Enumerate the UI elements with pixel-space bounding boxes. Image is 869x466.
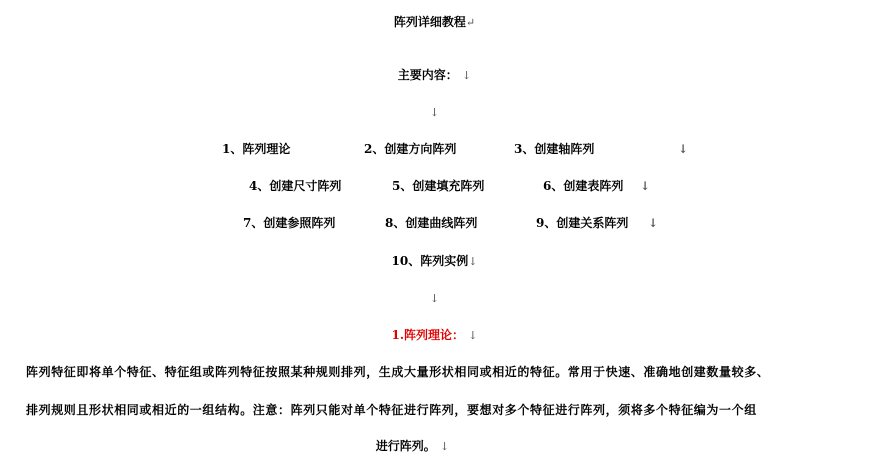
topic-10: 10、阵列实例	[391, 254, 469, 268]
topic-5: 5、创建填充阵列	[392, 179, 485, 193]
paragraph-line-2: 排列规则且形状相同或相近的一组结构。注意：阵列只能对单个特征进行阵列，要想对多个特征进行阵列，须将多个特征编为一个组	[26, 403, 757, 417]
contents-heading: 主要内容：	[397, 68, 458, 82]
down-arrow-mark: ↓	[678, 142, 689, 156]
topic-4: 4、创建尺寸阵列	[249, 179, 342, 193]
down-arrow-mark: ↓	[461, 69, 472, 82]
down-arrow-mark: ↓	[468, 255, 478, 268]
topic-2: 2、创建方向阵列	[364, 142, 457, 156]
section-heading-line	[0, 327, 869, 344]
empty-line	[0, 290, 869, 307]
paragraph-line-1: 阵列特征即将单个特征、特征组或阵列特征按照某种规则排列，生成大量形状相同或相近的特征。常用于快速、准确地创建数量较多、	[26, 365, 770, 379]
down-arrow-mark: ↓	[648, 216, 659, 230]
page-title: 阵列详细教程	[393, 15, 466, 29]
paragraph-line-3: 进行阵列。	[375, 439, 436, 453]
topic-7: 7、创建参照阵列	[243, 216, 336, 230]
topic-1: 1、阵列理论	[222, 142, 291, 156]
section-heading: 1.阵列理论：	[391, 328, 465, 342]
topic-6: 6、创建表阵列	[543, 179, 624, 193]
down-arrow-mark: ↓	[439, 440, 450, 453]
return-mark: ↵	[465, 16, 476, 29]
down-arrow-mark: ↓	[640, 179, 651, 193]
down-arrow-mark: ↓	[429, 106, 440, 119]
paragraph-line-3-wrap	[0, 438, 847, 455]
topic-8: 8、创建曲线阵列	[385, 216, 478, 230]
down-arrow-mark: ↓	[468, 329, 478, 342]
empty-line	[0, 104, 869, 121]
topic-9: 9、创建关系阵列	[536, 216, 629, 230]
topic-3: 3、创建轴阵列	[514, 142, 595, 156]
topic-10-line	[0, 253, 869, 270]
down-arrow-mark: ↓	[429, 292, 440, 305]
contents-heading-line	[0, 67, 869, 84]
title-line	[0, 14, 869, 31]
